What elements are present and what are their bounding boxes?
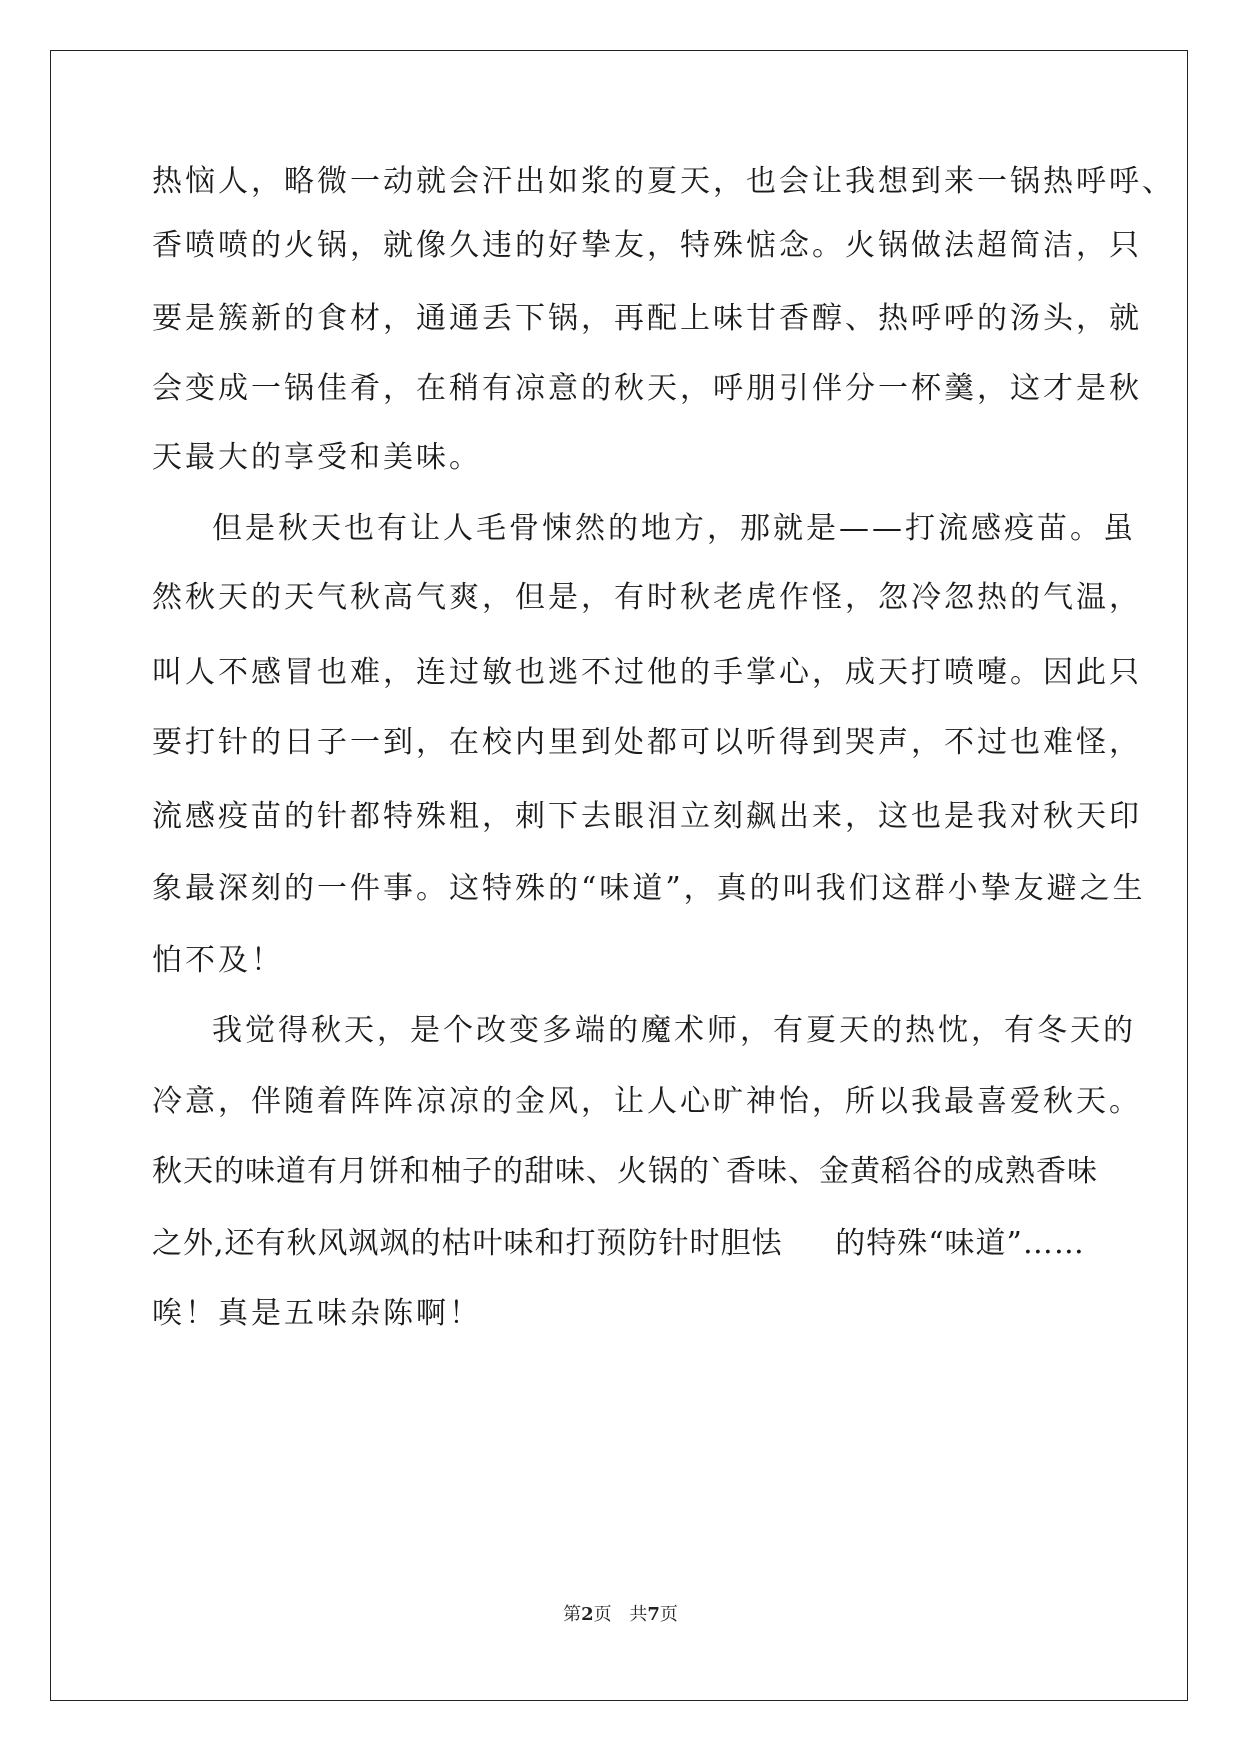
paragraph-start-line: 我觉得秋天，是个改变多端的魔术师，有夏天的热忱，有冬天的: [212, 1013, 1136, 1048]
text-line: 秋天的味道有月饼和柚子的甜味、火锅的`香味、金黄稻谷的成熟香味: [152, 1154, 1098, 1189]
text-line: 会变成一锅佳肴，在稍有凉意的秋天，呼朋引伴分一杯羹，这才是秋: [152, 371, 1142, 406]
paragraph-start-line: 但是秋天也有让人毛骨悚然的地方，那就是——打流感疫苗。虽: [212, 511, 1136, 546]
text-line: 热恼人，略微一动就会汗出如浆的夏天，也会让我想到来一锅热呼呼、: [152, 164, 1175, 199]
text-line: 怕不及！: [152, 943, 284, 978]
text-line: 唉！真是五味杂陈啊！: [152, 1296, 482, 1331]
text-line: 然秋天的天气秋高气爽，但是，有时秋老虎作怪，忽冷忽热的气温，: [152, 580, 1142, 615]
page-footer: [0, 1600, 1241, 1626]
text-line: 象最深刻的一件事。这特殊的“味道”，真的叫我们这群小挚友避之生: [152, 871, 1146, 906]
page-total: 共7页: [629, 1604, 678, 1625]
text-line: 香喷喷的火锅，就像久违的好挚友，特殊惦念。火锅做法超简洁，只: [152, 228, 1142, 263]
text-line: 流感疫苗的针都特殊粗，刺下去眼泪立刻飙出来，这也是我对秋天印: [152, 799, 1142, 834]
text-line: 要打针的日子一到，在校内里到处都可以听得到哭声，不过也难怪，: [152, 725, 1142, 760]
text-line: 冷意，伴随着阵阵凉凉的金风，让人心旷神怡，所以我最喜爱秋天。: [152, 1084, 1142, 1119]
text-line: 叫人不感冒也难，连过敏也逃不过他的手掌心，成天打喷嚏。因此只: [152, 655, 1142, 690]
text-line: 天最大的享受和美味。: [152, 440, 482, 475]
text-line: 要是簇新的食材，通通丢下锅，再配上味甘香醇、热呼呼的汤头，就: [152, 301, 1142, 336]
page-number: 第2页: [563, 1604, 612, 1625]
text-line: 之外,还有秋风飒飒的枯叶味和打预防针时胆怯 的特殊“味道”……: [152, 1226, 1085, 1261]
